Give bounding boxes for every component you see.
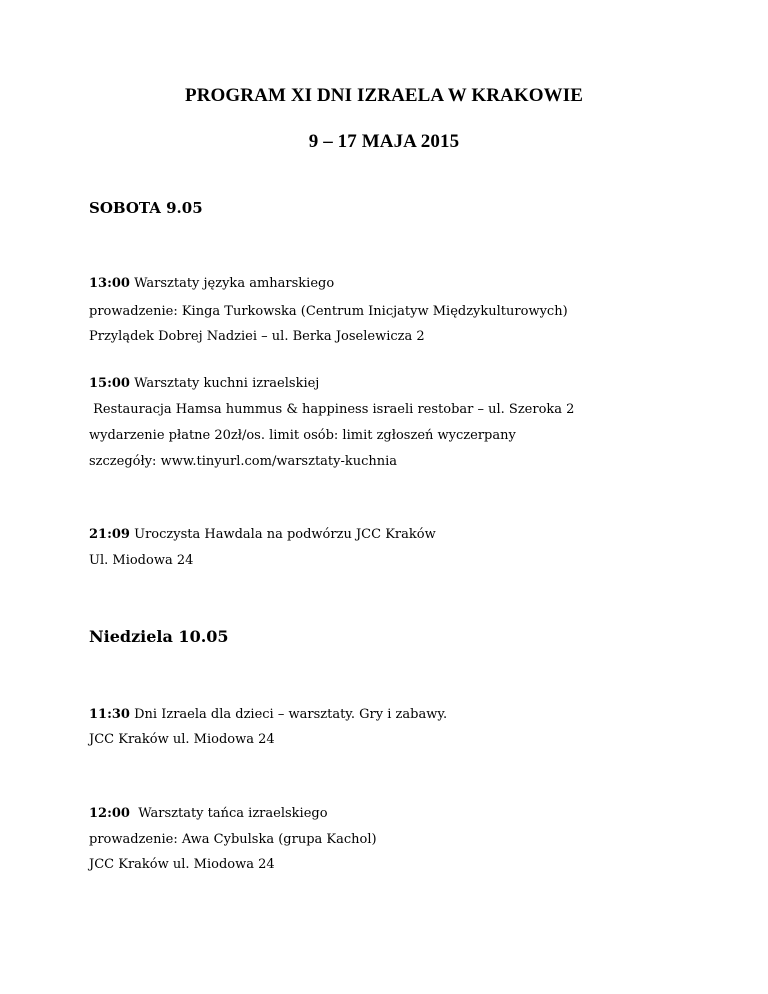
- day-heading-sunday: Niedziela 10.05: [89, 627, 229, 646]
- event-heading: [89, 707, 447, 722]
- event-time: 13:00: [89, 276, 130, 291]
- event-heading: [89, 527, 436, 542]
- event-heading: [89, 806, 328, 821]
- page-subtitle-dates: 9 – 17 MAJA 2015: [308, 131, 460, 152]
- event-detail-line: Przylądek Dobrej Nadziei – ul. Berka Joselewicza 2: [89, 329, 425, 344]
- event-detail-line: prowadzenie: Awa Cybulska (grupa Kachol): [89, 832, 377, 847]
- event-detail-line: prowadzenie: Kinga Turkowska (Centrum Inicjatyw Międzykulturowych): [89, 304, 568, 319]
- event-detail-line: szczegóły: www.tinyurl.com/warsztaty-kuchnia: [89, 454, 398, 469]
- event-time: 15:00: [89, 376, 130, 391]
- event-heading: [89, 376, 319, 391]
- event-detail-line: Restauracja Hamsa hummus & happiness israeli restobar – ul. Szeroka 2: [89, 402, 575, 417]
- event-heading: [89, 276, 334, 291]
- event-title: Warsztaty języka amharskiego: [134, 276, 335, 291]
- event-detail-line: Ul. Miodowa 24: [89, 553, 194, 568]
- event-time: 11:30: [89, 707, 130, 722]
- event-title: Dni Izraela dla dzieci – warsztaty. Gry i zabawy.: [134, 707, 448, 722]
- day-heading-saturday: SOBOTA 9.05: [89, 199, 203, 217]
- event-time: 21:09: [89, 527, 130, 542]
- event-detail-line: JCC Kraków ul. Miodowa 24: [89, 732, 275, 747]
- event-detail-line: wydarzenie płatne 20zł/os. limit osób: limit zgłoszeń wyczerpany: [89, 428, 516, 443]
- event-title: Warsztaty kuchni izraelskiej: [134, 376, 320, 391]
- event-title: Warsztaty tańca izraelskiego: [134, 806, 328, 821]
- event-time: 12:00: [89, 806, 130, 821]
- event-detail-line: JCC Kraków ul. Miodowa 24: [89, 857, 275, 872]
- page-title: PROGRAM XI DNI IZRAELA W KRAKOWIE: [185, 85, 583, 106]
- event-title: Uroczysta Hawdala na podwórzu JCC Kraków: [134, 527, 436, 542]
